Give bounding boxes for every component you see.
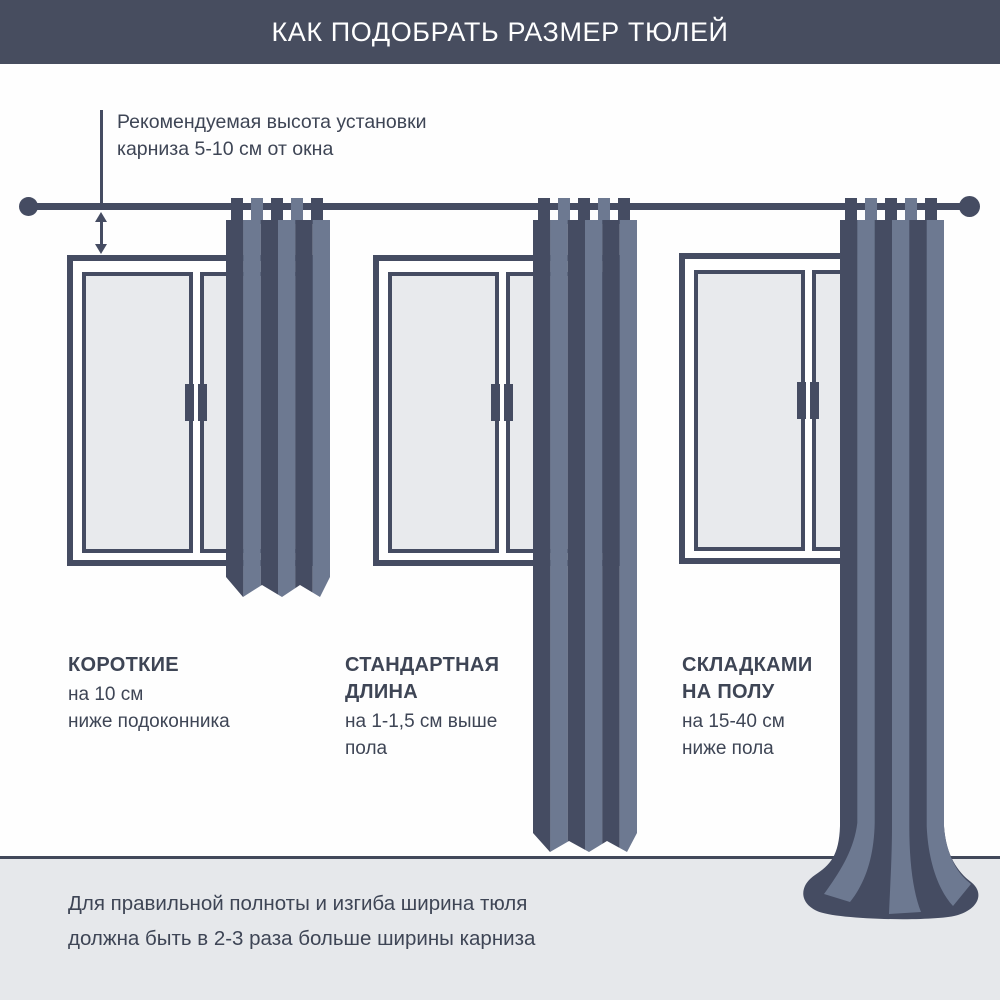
section-title: СТАНДАРТНАЯ <box>345 654 500 676</box>
section-desc-line: на 15-40 см <box>682 711 785 732</box>
annotation-pointer-line <box>100 110 103 203</box>
section-desc-line: на 1-1,5 см выше <box>345 711 498 732</box>
section-title: СКЛАДКАМИ <box>682 654 813 676</box>
footer-note <box>68 886 535 956</box>
section-short <box>68 652 230 735</box>
section-desc-line: пола <box>345 737 388 759</box>
arrow-shaft <box>100 220 103 246</box>
curtain-body <box>533 220 637 854</box>
header-bar <box>0 0 1000 64</box>
section-standard <box>345 652 499 762</box>
arrow-down-icon <box>95 244 107 254</box>
section-title: КОРОТКИЕ <box>68 654 179 676</box>
window-sash <box>388 272 499 553</box>
window-handle <box>198 384 207 421</box>
window-handle <box>185 384 194 421</box>
footer-line-2: должна быть в 2-3 раза больше ширины карниза <box>68 927 536 950</box>
annotation-line-2: карниза 5-10 см от окна <box>117 138 334 160</box>
rod-finial-left <box>19 197 38 216</box>
section-title: ДЛИНА <box>345 681 419 703</box>
section-title: НА ПОЛУ <box>682 681 775 703</box>
curtain-body <box>790 220 990 925</box>
window-sash <box>694 270 805 551</box>
section-desc-line: ниже пола <box>682 737 774 759</box>
curtain-short <box>226 198 330 599</box>
gap-measure-arrow <box>93 212 110 254</box>
window-handle <box>504 384 513 421</box>
section-desc-line: на 10 см <box>68 684 144 705</box>
window-handle <box>491 384 500 421</box>
curtain-standard <box>533 198 637 854</box>
section-desc-line: ниже подоконника <box>68 710 230 732</box>
page-title: КАК ПОДОБРАТЬ РАЗМЕР ТЮЛЕЙ <box>271 16 729 47</box>
curtain-pooled <box>790 198 990 925</box>
section-folds <box>682 652 813 762</box>
annotation-text <box>117 109 427 163</box>
annotation-line-1: Рекомендуемая высота установки <box>117 111 427 133</box>
curtain-body <box>226 220 330 599</box>
footer-line-1: Для правильной полноты и изгиба ширина тюля <box>68 892 528 915</box>
window-sash <box>82 272 193 553</box>
